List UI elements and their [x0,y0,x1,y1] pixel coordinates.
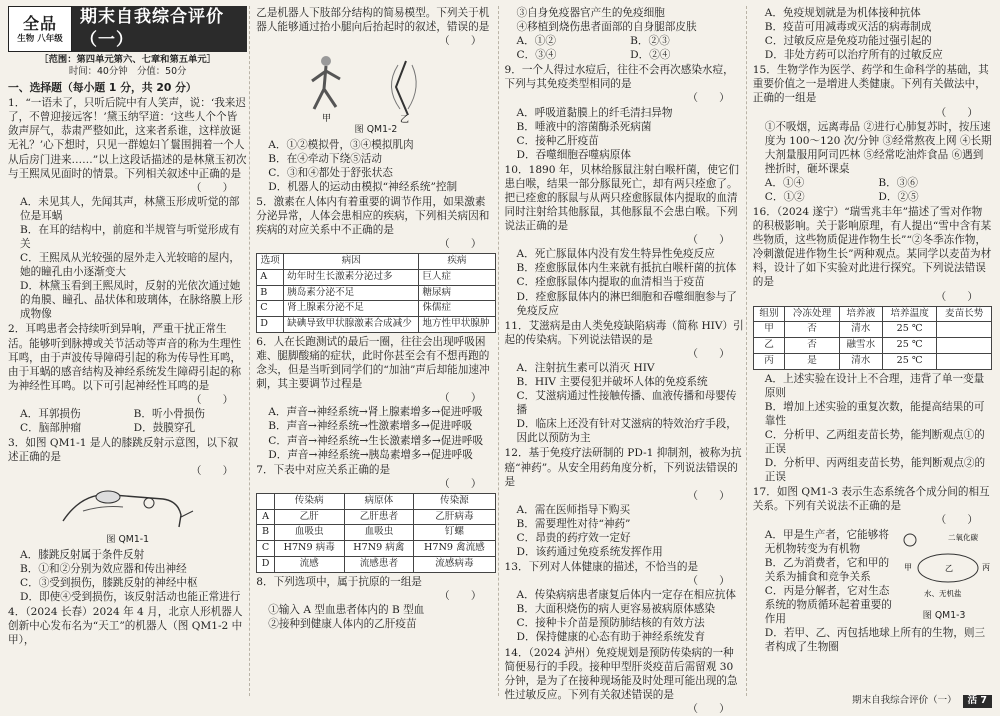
table-cell: 地方性甲状腺肿 [419,317,495,333]
ecosystem-figure [896,528,992,627]
table-cell: 巨人症 [419,269,495,285]
q12-option-c: C．昂贵的药疗效一定好 [516,531,631,544]
table-cell: 甲 [753,322,784,338]
q9-option-c: C．接种乙肝疫苗 [516,134,599,147]
eco-label-jia: 甲 [904,562,912,572]
q14-option-d: D．非处方药可以治疗所有的过敏反应 [764,49,943,62]
q15-item-3: ③经常熬夜上网 [882,134,957,147]
robot-figure [256,51,495,126]
q9-bracket: （ ） [687,92,730,105]
table-row [257,556,495,572]
q17-option-c: C．丙是分解者，它对生态系统的物质循环起着重要的作用 [764,584,892,625]
q12-option-b: B．需要理性对待“神药” [516,517,631,530]
q7-header-cell: 病原体 [344,493,414,509]
series-badge [8,6,72,52]
table-cell: 流感患者 [344,556,414,572]
table-cell: 血吸虫 [274,525,344,541]
q10-option-c: C．痊愈豚鼠体内提取的血清相当于疫苗 [516,276,705,289]
q9-option-b: B．唾液中的溶菌酶杀死病菌 [516,120,652,133]
table-cell: 乙 [753,338,784,354]
exam-meta: 时间：40分钟 分值：50分 [68,66,187,78]
q1-bracket: （ ） [190,181,234,194]
q3-option-c: C．③受到损伤，膝跳反射的神经中枢 [20,576,198,589]
q14-option-c: C．过敏反应是免疫功能过强引起的 [764,35,932,48]
q17-bracket: （ ） [935,514,978,527]
table-cell: C [257,541,275,557]
table-cell: 流感病毒 [414,556,495,572]
q2-bracket: （ ） [190,393,234,406]
q2-option-c: C．脑部肿瘤 [20,422,82,435]
table-row [257,509,495,525]
table-cell: 清水 [839,353,882,369]
q15-item-2: ②进行心肺复苏时，按压速度为 100～120 次/分钟 [764,120,991,147]
q7-bracket: （ ） [439,477,482,490]
q16-bracket: （ ） [935,290,978,303]
q11-option-c: C．艾滋病通过性接触传播、血液传播和母婴传播 [516,390,737,417]
table-cell: 血吸虫 [344,525,414,541]
footer-label: 期末自我综合评价（一） [852,695,957,707]
q1-option-d: D．林黛玉看到王熙凤时，反射的光依次通过她的角膜、瞳孔、晶状体和玻璃体，在脉络膜上形成物像 [20,280,243,321]
q3-figure-caption: 图 QM1-1 [106,534,150,546]
table-cell: 流感 [274,556,344,572]
q13-stem: 13．下列对人体健康的描述，不恰当的是 [504,561,699,574]
q13-option-c: C．接种卡介苗是预防肺结核的有效方法 [516,617,705,630]
q8-item-3: ③自身免疫器官产生的免疫细胞 [516,7,665,19]
q4-figure-caption: 图 QM1-2 [354,124,398,136]
table-cell [937,353,992,369]
table-cell [937,338,992,354]
q1-option-a: A．未见其人，先闻其声，林黛玉形成听觉的部位是耳蜗 [20,195,240,222]
table-cell: B [257,525,275,541]
table-row [257,285,495,301]
q4-bracket: （ ） [439,35,482,48]
q16-option-d: D．分析甲、丙两组麦苗长势，能判断观点②的正误 [764,457,986,484]
q6-option-b: B．声音→神经系统→性激素增多→促进呼吸 [268,420,473,433]
table-cell: 肾上腺素分泌不足 [284,301,419,317]
table-cell: 乙肝病毒 [414,509,495,525]
q15-bracket: （ ） [935,106,978,119]
q4-option-c: C．③和④都处于舒张状态 [268,166,393,179]
q17-figure-caption: 图 QM1-3 [922,609,966,621]
q15-item-4: ④长期大剂量服用阿司匹林 [764,134,992,161]
q5-header-cell: 选项 [257,254,284,270]
q10-option-b: B．痊愈豚鼠体内生来就有抵抗白喉杆菌的抗体 [516,262,737,275]
q9-option-a: A．呼吸道黏膜上的纤毛清扫异物 [516,106,673,119]
table-cell: 糖尿病 [419,285,495,301]
q8-item-4: ④移植到烧伤患者面部的自身腿部皮肤 [516,21,697,34]
q11-option-a: A．注射抗生素可以消灭 HIV [516,361,655,374]
table-cell: 缺碘导致甲状腺激素合成减少 [284,317,419,333]
table-cell: 25 ℃ [882,322,937,338]
table-cell: 清水 [839,322,882,338]
table-row [257,269,495,285]
q4-option-a: A．①②模拟骨，③④模拟肌肉 [268,138,414,151]
table-row [753,353,991,369]
q14-option-b: B．疫苗可用减毒或灭活的病毒制成 [764,21,932,34]
q16-header-cell: 培养温度 [882,306,937,322]
q8-option-a: A．①② [516,35,556,48]
page-number: 活 7 [963,695,992,708]
exam-header [8,6,247,52]
q15-option-c: C．①② [764,191,805,204]
eco-label-co2: 二氧化碳 [948,532,978,542]
table-cell [937,322,992,338]
q14-bracket: （ ） [687,702,730,715]
q11-bracket: （ ） [687,347,730,360]
table-cell: A [257,269,284,285]
q1-option-c: C．王熙凤从光较强的屋外走入光较暗的屋内，她的瞳孔由小逐渐变大 [20,252,240,279]
q10-option-a: A．死亡豚鼠体内没有发生特异性免疫反应 [516,248,715,261]
q6-option-d: D．声音→神经系统→胰岛素增多→促进呼吸 [268,448,473,461]
q14-option-a: A．免疫规划就是为机体接种抗体 [764,7,921,19]
q15-items [753,120,992,176]
q16-header-cell: 组别 [753,306,784,322]
q13-option-d: D．保持健康的心态有助于神经系统发育 [516,631,706,644]
q8-option-d: D．②④ [630,49,671,62]
q3-bracket: （ ） [190,465,234,478]
sun-icon [904,534,916,546]
q17-body [753,528,992,627]
table-cell: A [257,509,275,525]
table-cell: D [257,556,275,572]
q6-stem: 6．人在长跑测试的最后一圈，往往会出现呼吸困难、腿脚酸痛的症状，此时你甚至会有不想再跑的念头，但是当听到同学们的“加油”声后却能加速冲刺，其主要调节过程是 [256,335,490,391]
q5-table [256,253,495,333]
eco-label-yi: 乙 [945,563,953,573]
knee-reflex-figure [8,481,247,533]
table-cell: H7N9 病毒 [274,541,344,557]
table-cell: 25 ℃ [882,338,937,354]
column-4 [753,6,994,696]
q11-option-b: B．HIV 主要侵犯并破坏人体的免疫系统 [516,376,708,389]
q12-option-d: D．该药通过免疫系统发挥作用 [516,545,663,558]
q4-stem: 4．（2024 长春）2024 年 4 月，北京人形机器人创新中心发布名为“天工”的机器人（图 QM1-2 中甲）， [8,606,243,647]
knee-reflex-diagram [53,481,203,533]
q8-stem: 8．下列选项中，属于抗原的一组是 [256,575,422,588]
table-row [753,322,991,338]
table-row [753,338,991,354]
q2-options [8,407,247,435]
q17-stem: 17．如图 QM1-3 表示生态系统各个成分间的相互关系。下列有关说法不正确的是 [752,486,990,513]
q13-option-b: B．大面积烧伤的病人更容易被病原体感染 [516,603,715,616]
column-3 [504,6,747,715]
q6-bracket: （ ） [439,392,482,405]
robot-label-jia: 甲 [321,114,331,125]
q15-item-5: ⑤经常吃油炸食品 [863,148,949,161]
q8-bracket: （ ） [439,589,482,602]
q2-option-d: D．鼓膜穿孔 [133,422,196,435]
q5-header-cell: 疾病 [419,254,495,270]
q4-option-d: D．机器人的运动由模拟“神经系统”控制 [268,180,458,193]
q8-option-b: B．②③ [630,35,670,48]
table-cell: 丙 [753,353,784,369]
q3-option-b: B．①和②分别为效应器和传出神经 [20,562,187,575]
table-row [257,317,495,333]
q8-item-2: ②接种到健康人体内的乙肝疫苗 [268,617,417,630]
q3-stem: 3．如图 QM1-1 是人的膝跳反射示意图，以下叙述正确的是 [8,437,239,464]
table-cell: 融雪水 [839,338,882,354]
q10-option-d: D．痊愈豚鼠体内的淋巴细胞和吞噬细胞参与了免疫反应 [516,290,737,317]
badge-main: 全品 [22,13,57,33]
table-row [257,541,495,557]
q15-stem: 15．生物学作为医学、药学和生命科学的基础，其重要价值之一是增进人类健康。下列有关做法中，正确的一组是 [752,64,989,105]
column-1 [8,6,250,696]
q15-item-1: ①不吸烟，远离毒品 [764,120,861,133]
table-cell: D [257,317,284,333]
table-cell: 是 [785,353,840,369]
page-title: 期末自我综合评价（一） [72,6,247,52]
table-row [257,301,495,317]
q1-option-b: B．在耳的结构中，前庭和半规管与听觉形成有关 [20,223,240,250]
robot-diagram [296,51,456,126]
q5-stem: 5．激素在人体内有着重要的调节作用，如果激素分泌异常，人体会患相应的疾病，下列相关病因和疾病的对应关系中不正确的是 [256,195,490,237]
table-cell: 乙肝 [274,509,344,525]
q15-options [753,176,992,204]
q7-header-cell [257,493,275,509]
q12-stem: 12．基于免疫疗法研制的 PD-1 抑制剂，被称为抗癌“神药”。从安全用药角度分析，下列说法错误的是 [504,447,742,488]
q16-header-cell: 冷冻处理 [785,306,840,322]
q17-options [753,528,892,627]
q5-bracket: （ ） [439,238,482,251]
q2-stem: 2．耳鸣患者会持续听到异响，严重干扰正常生活。能够听到脉搏或关节活动等声音的称为生理性耳鸣，由于声波传导障碍引起的称为传导性耳鸣，由于耳蜗的感音结构及神经系统发生障碍引起的称为神经性耳鸣。以下可引起神经性耳鸣的是 [8,323,242,392]
q3-option-a: A．膝跳反射属于条件反射 [20,548,145,561]
column-2 [256,6,498,696]
q12-option-a: A．需在医师指导下购买 [516,503,631,516]
q9-option-d: D．吞噬细胞吞噬病原体 [516,148,631,161]
q4-continued: 乙是机器人下肢部分结构的简易模型。下列关于机器人能够通过抬小腿向后抬起时的叙述，错误的是 [256,7,490,34]
table-row [257,525,495,541]
q17-option-d: D．若甲、乙、丙包括地球上所有的生物，则三者构成了生物圈 [764,627,986,654]
q16-option-b: B．增加上述实验的重复次数，能提高结果的可靠性 [764,400,985,427]
table-cell: 否 [785,322,840,338]
q8-item-1: ①输入 A 型血患者体内的 B 型血 [268,603,425,616]
table-cell: H7N9 禽流感 [414,541,495,557]
q7-header-cell: 传染源 [414,493,495,509]
q5-header-cell: 病因 [284,254,419,270]
q7-stem: 7．下表中对应关系正确的是 [256,463,391,476]
q7-header-cell: 传染病 [274,493,344,509]
q4-option-b: B．在④牵动下绕⑤活动 [268,152,382,165]
table-cell: 胰岛素分泌不足 [284,285,419,301]
q10-bracket: （ ） [687,234,730,247]
q9-stem: 9．一个人得过水痘后，往往不会再次感染水痘，下列与其免疫类型相同的是 [504,64,734,91]
q10-stem: 10．1890 年，贝林给豚鼠注射白喉杆菌，使它们患白喉，结果一部分豚鼠死亡，却有两只痊愈了。把已痊愈的豚鼠与从两只痊愈豚鼠体内提取的血清同时注射给其他豚鼠，其他豚鼠不会患白喉。下列说法正确的是 [504,163,739,233]
q17-option-a: A．甲是生产者，它能够将无机物转变为有机物 [764,528,889,555]
q12-bracket: （ ） [687,489,730,502]
eco-label-water: 水、无机盐 [924,588,962,598]
ecosystem-diagram [896,528,992,606]
q8-options [505,34,744,62]
q16-option-c: C．分析甲、乙两组麦苗长势，能判断观点①的正误 [764,428,985,456]
q15-item-6: ⑥遇到挫折时，砸坏课桌 [764,148,984,175]
q15-option-d: D．②⑤ [878,191,919,204]
q2-option-b: B．听小骨损伤 [133,407,205,420]
q16-header-cell: 培养液 [839,306,882,322]
badge-sub: 生物 八年级 [17,33,63,44]
q16-stem: 16．（2024 遂宁）“瑞雪兆丰年”描述了雪对作物的积极影响。关于影响原理，有人提出“雪中含有某些物质，这些物质促进作物生长”“②冬季冻作物，冷刺激促进作物生长”两种观点。某同学以麦苗为材料，设计了如下实验对此进行探究。下列说法错误的是 [752,206,992,289]
q17-option-b: B．乙为消费者，它和甲的关系为捕食和竞争关系 [764,556,890,583]
table-cell: C [257,301,284,317]
exam-scope: ［范围：第四单元第六、七章和第五单元］ [39,54,216,65]
q11-stem: 11．艾滋病是由人类免疫缺陷病毒（简称 HIV）引起的传染病。下列说法错误的是 [504,319,744,346]
table-cell: 乙肝患者 [344,509,414,525]
q13-option-a: A．传染病病患者康复后体内一定存在相应抗体 [516,589,737,602]
q1-stem: 1．“一语未了，只听后院中有人笑声，说：‘我来迟了，不曾迎接远客！’黛玉纳罕道：‘这些人个个皆敛声屏气，恭肃严整如此，这来者系谁，这样放诞无礼？’心下想时，只见一群媳妇丫鬟围拥着一个人从后房门进来……”以上这段话描述的是林黛玉初次与王熙凤见面时的情景。下列相关叙述中正确的是 [8,97,247,180]
q7-table [256,493,495,573]
q16-table [753,306,992,370]
q16-option-a: A．上述实验在设计上不合理，违背了单一变量原则 [764,372,985,399]
table-cell: 25 ℃ [882,353,937,369]
q16-header-cell: 麦苗长势 [937,306,992,322]
table-cell: H7N9 病禽 [344,541,414,557]
q13-bracket: （ ） [687,575,730,588]
q14-stem: 14．（2024 泸州）免疫规划是预防传染病的一种简便易行的手段。接种甲型肝炎疫苗后需留观 30 分钟，是为了在接种现场能及时处理可能出现的急性过敏反应。下列有关叙述错误的是 [504,646,738,701]
eco-label-bing: 丙 [982,562,990,572]
q15-option-a: A．①④ [764,176,805,189]
q6-option-c: C．声音→神经系统→生长激素增多→促进呼吸 [268,434,484,447]
table-cell: 侏儒症 [419,301,495,317]
q8-option-c: C．③④ [516,49,557,62]
section-title: 一、选择题（每小题 1 分，共 20 分） [8,80,197,94]
robot-label-yi: 乙 [399,115,409,126]
q11-option-d: D．临床上还没有针对艾滋病的特效治疗手段，因此以预防为主 [516,418,737,445]
q3-option-d: D．即使④受到损伤，该反射活动也能正常进行 [20,590,241,603]
q2-option-a: A．耳郭损伤 [20,407,81,420]
table-cell: 钉螺 [414,525,495,541]
q15-option-b: B．③⑥ [878,176,918,189]
table-cell: B [257,285,284,301]
table-cell: 否 [785,338,840,354]
page-footer [852,695,992,708]
q6-option-a: A．声音→神经系统→肾上腺素增多→促进呼吸 [268,406,483,419]
table-cell: 幼年时生长激素分泌过多 [284,269,419,285]
